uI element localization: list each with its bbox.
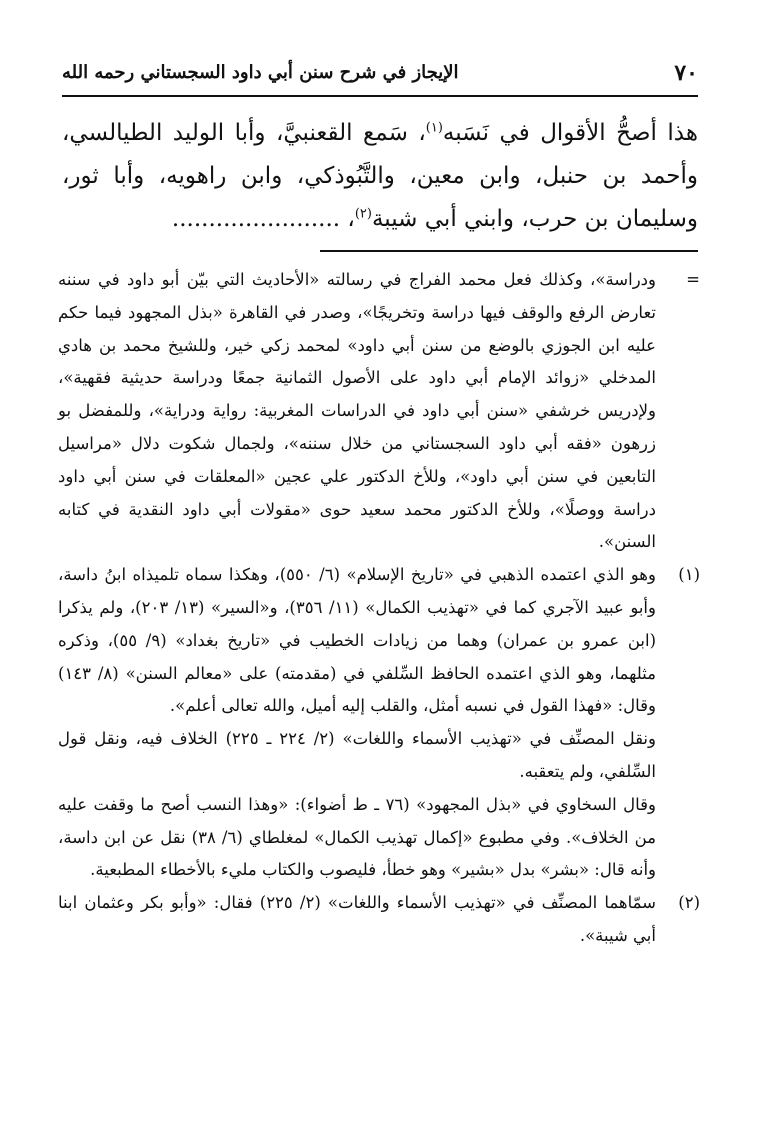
main-text-segment: ، سَمع القعنبيَّ، وأبا الوليد الطيالسي، وأحمد بن حنبل، وابن معين، والتَّبُوذكي، وابن راهويه، وأبا ثور، وسليمان بن حرب، وابني أبي شيبة — [62, 120, 698, 232]
footnote-continued — [58, 264, 700, 559]
main-paragraph — [62, 112, 698, 241]
footnote-paragraph: وقال السخاوي في «بذل المجهود» (٧٦ ـ ط أضواء): «وهذا النسب أصح ما وقفت عليه من الخلاف». وفي مطبوع «إكمال تهذيب الكمال» لمغلطاي (٦/ ٣٨) نقل عن ابن داسة، وأنه قال: «بشر» بدل «بشير» وهو خطأ، فليصوب والكتاب مليء بالأخطاء المطبعية. — [58, 794, 656, 880]
footnote-marker: = — [686, 270, 700, 289]
footnote-paragraph: ودراسة»، وكذلك فعل محمد الفراج في رسالته «الأحاديث التي بيّن أبو داود في سننه تعارض الرفع والوقف فيها دراسة وتخريجًا»، وصدر في القاهرة «بذل المجهود فيما حكم عليه ابن الجوزي بالوضع من سنن أبي داود» لمحمد زكي خير، وللشيخ محمد بن هادي المدخلي «زوائد الإمام أبي داود على الأصول الثمانية جمعًا ودراسة حديثية فقهية»، ولإدريس خرشفي «سنن أبي داود في الدراسات المغربية: رواية ودراية»، وللمفضل بو زرهون «فقه أبي داود السجستاني من خلال سننه»، ولجمال شكوت دلال «مراسيل التابعين في سنن أبي داود»، وللأخ الدكتور علي عجين «المعلقات في سنن أبي داود دراسة ووصلًا»، وللأخ الدكتور محمد سعيد حوى «مقولات أبي داود النقدية في كتابه السنن». — [58, 270, 656, 552]
running-title: الإيجاز في شرح سنن أبي داود السجستاني رحمه الله — [62, 62, 459, 83]
footnote-body — [58, 264, 656, 559]
footnote-ref-2[interactable]: (٢) — [354, 206, 372, 222]
main-text-segment: هذا أصحُّ الأقوال في نَسَبه — [442, 120, 698, 146]
page-number: ٧٠ — [674, 60, 698, 86]
footnote-paragraph: وهو الذي اعتمده الذهبي في «تاريخ الإسلام» (٦/ ٥٥٠)، وهكذا سماه تلميذاه ابنُ داسة، وأبو عبيد الآجري كما في «تهذيب الكمال» (١١/ ٣٥٦)، و«السير» (١٣/ ٢٠٣)، ولم يذكرا (ابن عمرو بن عمران) وهما من زيادات الخطيب في «تاريخ بغداد» (٩/ ٥٥)، وذكره مثلهما، وهو الذي اعتمده الحافظ السِّلفي في (مقدمته) على «معالم السنن» (٨/ ١٤٣) وقال: «فهذا القول في نسبه أمثل، والقلب إليه أميل، والله تعالى أعلم». — [58, 565, 657, 716]
footnote-divider — [320, 250, 698, 252]
footnote-paragraph: ونقل المصنِّف في «تهذيب الأسماء واللغات» (٢/ ٢٢٤ ـ ٢٢٥) الخلاف فيه، ونقل قول السِّلفي، ولم يتعقبه. — [58, 729, 656, 781]
main-text-segment: ، — [347, 206, 355, 232]
page-header — [62, 58, 698, 94]
footnote-ref-1[interactable]: (١) — [425, 120, 443, 136]
header-divider — [62, 95, 698, 97]
footnote-marker: (٢) — [678, 893, 700, 913]
footnote-body — [58, 887, 656, 953]
footnote-1 — [58, 559, 700, 887]
footnotes — [58, 264, 700, 953]
footnote-marker: (١) — [678, 565, 700, 585]
footnote-2 — [58, 887, 700, 953]
ellipsis-dots: ....................... — [171, 206, 341, 232]
footnote-paragraph: سمّاهما المصنِّف في «تهذيب الأسماء واللغات» (٢/ ٢٢٥) فقال: «وأبو بكر وعثمان ابنا أبي شيبة». — [58, 893, 657, 945]
main-text — [62, 112, 698, 241]
footnote-body — [58, 559, 656, 887]
